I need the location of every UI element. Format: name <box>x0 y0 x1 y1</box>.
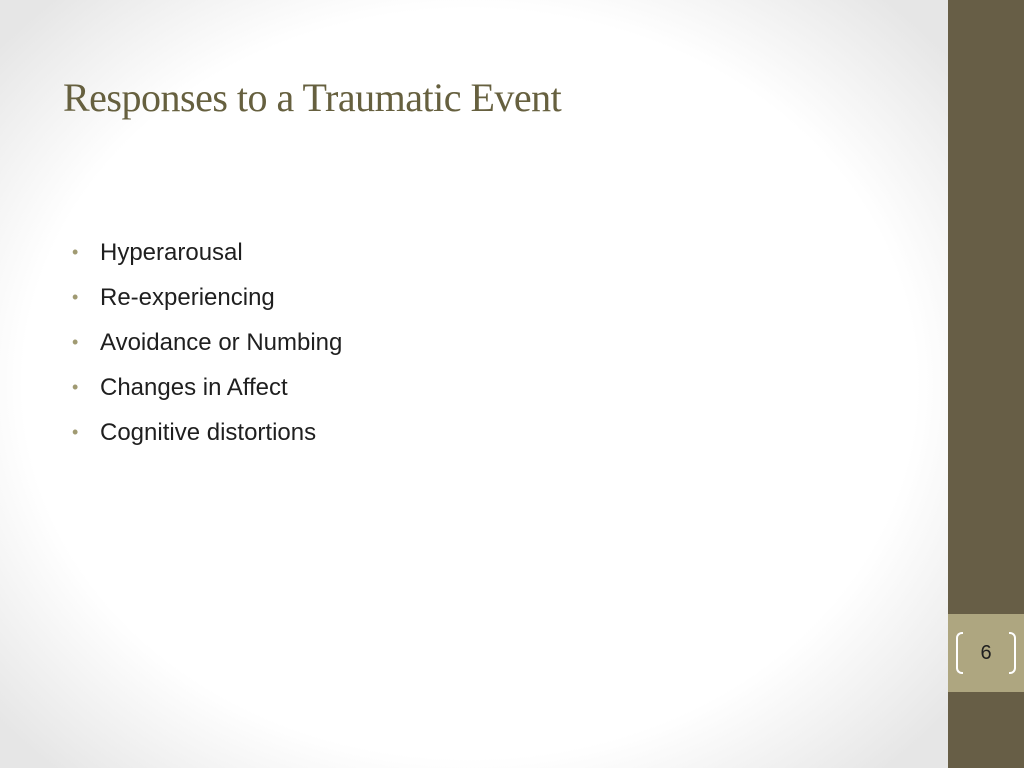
bullet-icon: • <box>72 287 79 307</box>
page-number-box <box>948 614 1024 692</box>
bullet-text: Re-experiencing <box>100 283 275 311</box>
bullet-icon: • <box>72 377 79 397</box>
bullet-text: Avoidance or Numbing <box>100 328 343 356</box>
bullet-icon: • <box>72 422 79 442</box>
bullet-icon: • <box>72 242 79 262</box>
bullet-item <box>72 230 342 275</box>
bullet-list <box>72 230 342 455</box>
bullet-text: Cognitive distortions <box>100 418 317 446</box>
bullet-item <box>72 320 342 365</box>
page-number: 6 <box>980 642 992 664</box>
bullet-text: Hyperarousal <box>100 238 243 266</box>
bullet-item <box>72 365 342 410</box>
bullet-item <box>72 275 342 320</box>
slide-title: Responses to a Traumatic Event <box>63 75 562 120</box>
bullet-text: Changes in Affect <box>100 373 288 401</box>
bullet-icon: • <box>72 332 79 352</box>
bullet-item <box>72 410 342 455</box>
